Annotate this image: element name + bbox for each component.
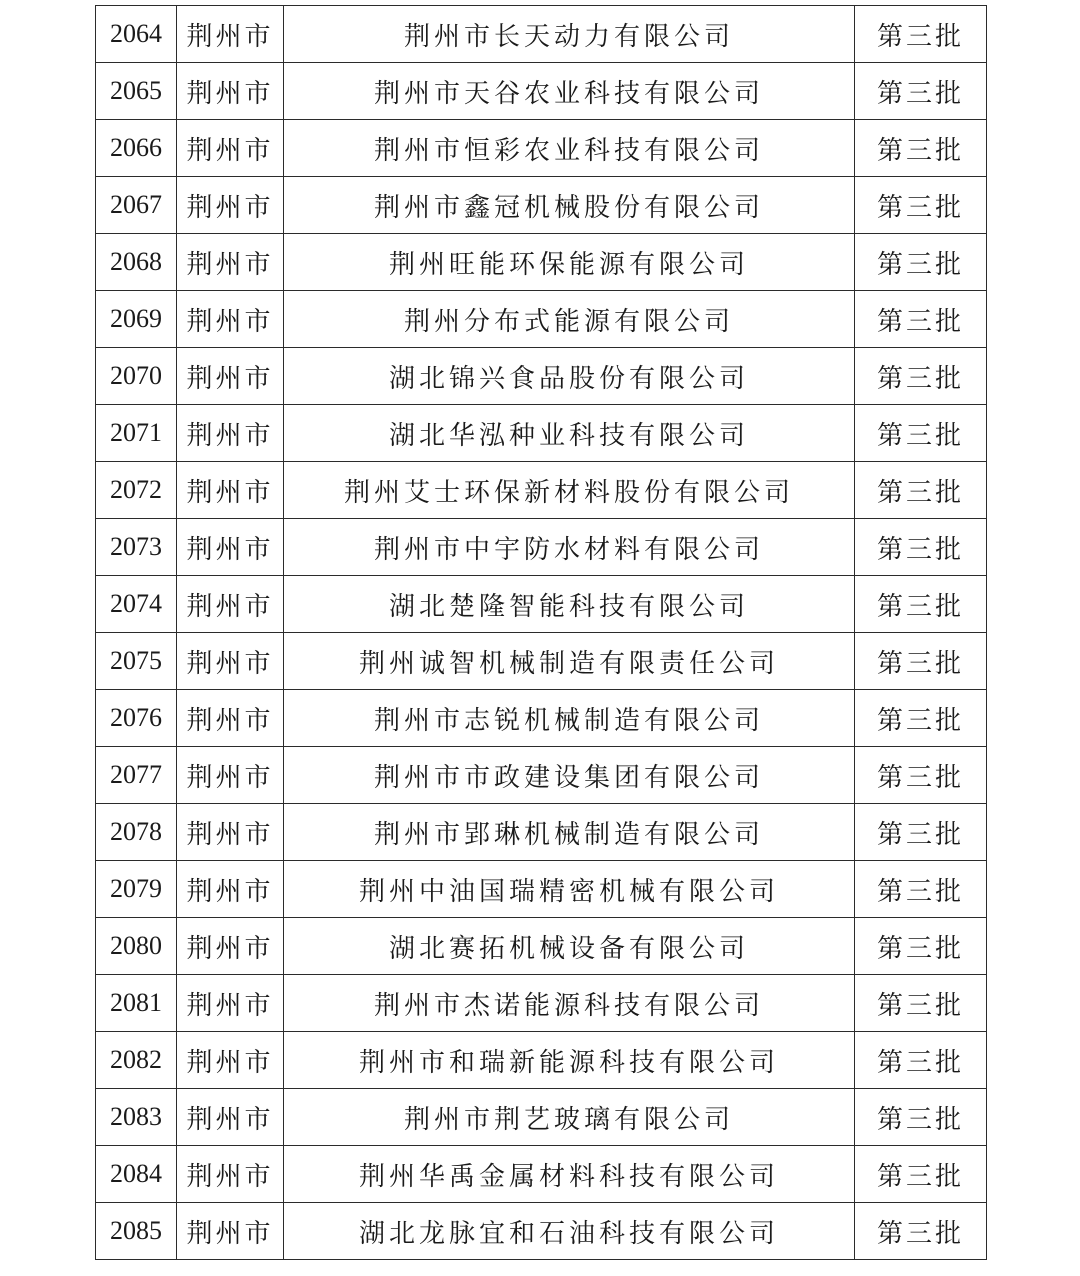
row-batch: 第三批 [855,1146,987,1203]
company-list-body [96,6,987,1260]
row-batch: 第三批 [855,1032,987,1089]
table-row [96,348,987,405]
table-row [96,1203,987,1260]
row-company-name: 荆州市长天动力有限公司 [284,6,855,63]
row-company-name: 荆州市中宇防水材料有限公司 [284,519,855,576]
row-batch: 第三批 [855,462,987,519]
row-number: 2069 [96,291,177,348]
table-row [96,975,987,1032]
row-city: 荆州市 [177,6,284,63]
row-number: 2082 [96,1032,177,1089]
row-batch: 第三批 [855,975,987,1032]
table-row [96,1146,987,1203]
table-row [96,861,987,918]
row-number: 2072 [96,462,177,519]
row-company-name: 湖北楚隆智能科技有限公司 [284,576,855,633]
row-company-name: 荆州中油国瑞精密机械有限公司 [284,861,855,918]
row-batch: 第三批 [855,120,987,177]
row-number: 2079 [96,861,177,918]
row-city: 荆州市 [177,291,284,348]
row-company-name: 荆州诚智机械制造有限责任公司 [284,633,855,690]
row-number: 2070 [96,348,177,405]
row-number: 2084 [96,1146,177,1203]
row-number: 2083 [96,1089,177,1146]
table-row [96,918,987,975]
row-city: 荆州市 [177,177,284,234]
row-city: 荆州市 [177,1089,284,1146]
company-list-sheet [95,5,986,1260]
row-city: 荆州市 [177,804,284,861]
table-row [96,291,987,348]
row-number: 2078 [96,804,177,861]
row-number: 2080 [96,918,177,975]
row-batch: 第三批 [855,177,987,234]
row-number: 2085 [96,1203,177,1260]
row-number: 2068 [96,234,177,291]
company-list-table [95,5,987,1260]
table-row [96,120,987,177]
row-batch: 第三批 [855,633,987,690]
row-city: 荆州市 [177,861,284,918]
row-company-name: 荆州市荆艺玻璃有限公司 [284,1089,855,1146]
row-city: 荆州市 [177,1203,284,1260]
table-row [96,1032,987,1089]
row-batch: 第三批 [855,804,987,861]
row-company-name: 荆州华禹金属材料科技有限公司 [284,1146,855,1203]
table-row [96,63,987,120]
row-batch: 第三批 [855,234,987,291]
row-company-name: 荆州分布式能源有限公司 [284,291,855,348]
row-company-name: 荆州旺能环保能源有限公司 [284,234,855,291]
table-row [96,804,987,861]
row-batch: 第三批 [855,861,987,918]
table-row [96,405,987,462]
row-company-name: 荆州艾士环保新材料股份有限公司 [284,462,855,519]
row-company-name: 荆州市和瑞新能源科技有限公司 [284,1032,855,1089]
row-number: 2081 [96,975,177,1032]
row-city: 荆州市 [177,519,284,576]
table-row [96,462,987,519]
row-number: 2071 [96,405,177,462]
row-company-name: 荆州市市政建设集团有限公司 [284,747,855,804]
row-city: 荆州市 [177,405,284,462]
row-city: 荆州市 [177,576,284,633]
row-batch: 第三批 [855,690,987,747]
row-number: 2066 [96,120,177,177]
row-city: 荆州市 [177,462,284,519]
row-batch: 第三批 [855,63,987,120]
row-company-name: 荆州市郢琳机械制造有限公司 [284,804,855,861]
row-batch: 第三批 [855,348,987,405]
row-company-name: 荆州市杰诺能源科技有限公司 [284,975,855,1032]
row-city: 荆州市 [177,348,284,405]
row-batch: 第三批 [855,1203,987,1260]
row-batch: 第三批 [855,405,987,462]
table-row [96,519,987,576]
row-number: 2074 [96,576,177,633]
row-batch: 第三批 [855,291,987,348]
row-batch: 第三批 [855,576,987,633]
table-row [96,177,987,234]
row-company-name: 荆州市天谷农业科技有限公司 [284,63,855,120]
table-row [96,690,987,747]
row-batch: 第三批 [855,519,987,576]
row-number: 2076 [96,690,177,747]
row-number: 2065 [96,63,177,120]
row-city: 荆州市 [177,1146,284,1203]
row-city: 荆州市 [177,234,284,291]
row-city: 荆州市 [177,63,284,120]
row-company-name: 湖北龙脉宜和石油科技有限公司 [284,1203,855,1260]
row-batch: 第三批 [855,6,987,63]
row-company-name: 湖北华泓种业科技有限公司 [284,405,855,462]
table-row [96,234,987,291]
row-company-name: 荆州市鑫冠机械股份有限公司 [284,177,855,234]
row-city: 荆州市 [177,918,284,975]
row-company-name: 荆州市恒彩农业科技有限公司 [284,120,855,177]
table-row [96,6,987,63]
row-number: 2077 [96,747,177,804]
row-company-name: 荆州市志锐机械制造有限公司 [284,690,855,747]
row-batch: 第三批 [855,747,987,804]
row-city: 荆州市 [177,690,284,747]
row-city: 荆州市 [177,120,284,177]
table-row [96,576,987,633]
row-company-name: 湖北赛拓机械设备有限公司 [284,918,855,975]
row-city: 荆州市 [177,747,284,804]
table-row [96,633,987,690]
row-batch: 第三批 [855,1089,987,1146]
row-city: 荆州市 [177,633,284,690]
row-number: 2075 [96,633,177,690]
table-row [96,747,987,804]
row-company-name: 湖北锦兴食品股份有限公司 [284,348,855,405]
table-row [96,1089,987,1146]
row-city: 荆州市 [177,1032,284,1089]
row-number: 2073 [96,519,177,576]
row-city: 荆州市 [177,975,284,1032]
row-number: 2064 [96,6,177,63]
row-batch: 第三批 [855,918,987,975]
row-number: 2067 [96,177,177,234]
